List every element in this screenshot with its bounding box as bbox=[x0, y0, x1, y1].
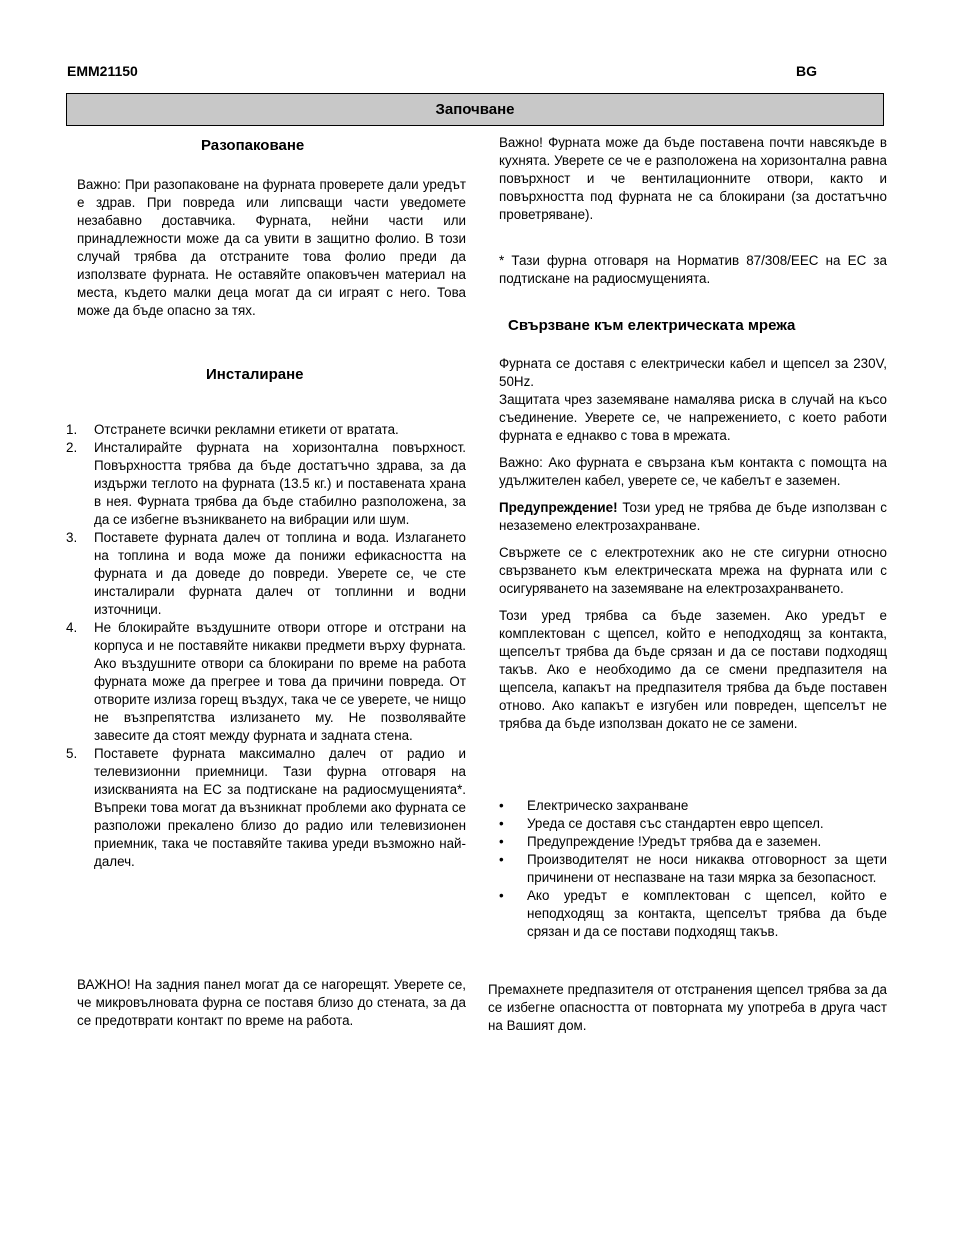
electric-paragraph: Защитата чрез заземяване намалява риска в случай на късо съединение. Уверете се, че напрежението, с което работи фурната е еднакво с това в мрежата. bbox=[499, 392, 887, 443]
list-item-text: Инсталирайте фурната на хоризонтална повърхност. Повърхността трябва да бъде достатъчно здрава, за да издържи теглото на фурната (13.5 кг.) и поставената храна в нея. Фурната трябва да бъде стабилно разположена, за да се избегне възникването на вибрации или шум. bbox=[94, 440, 466, 527]
language-code: BG bbox=[796, 63, 817, 79]
unpacking-text: Важно: При разопаковане на фурната проверете дали уредът е здрав. При повреда или липсващи части уведомете незабавно доставчика. Фурната, нейни части или принадлежности може да са увити в защитно фолио. В този случай трябва да отстраните това фолио преди да използвате фурната. Не оставяйте опаковъчен материал на места, където малки деца могат да си играят с него. Това може да бъде опасно за тях. bbox=[77, 177, 466, 318]
placement-paragraph bbox=[499, 134, 887, 224]
list-item bbox=[499, 833, 887, 851]
list-item-text: Ако уредът е комплектован с щепсел, който е неподходящ за контакта, щепселът трябва да бъде срязан и да се постави подходящ такъв. bbox=[527, 888, 887, 939]
unpacking-paragraph bbox=[77, 176, 466, 320]
list-number: 5. bbox=[66, 746, 78, 761]
list-item bbox=[499, 851, 887, 887]
electric-paragraph: Този уред трябва са бъде заземен. Ако уредът е комплектован с щепсел, който е неподходящ за контакта, щепселът трябва да бъде срязан и да се постави подходящ такъв. Ако е необходимо да се смени предпазителя на щепсела, капакът на предпазителя трябва да бъде поставен отново. Ако капакът е изгубен или повреден, щепселът не трябва да бъде използван докато не се замени. bbox=[499, 608, 887, 731]
bullet-icon: • bbox=[499, 798, 504, 813]
bullet-icon: • bbox=[499, 888, 504, 903]
list-item bbox=[66, 529, 466, 619]
bullet-icon: • bbox=[499, 816, 504, 831]
final-paragraph bbox=[488, 981, 887, 1035]
list-item-text: Производителят не носи никаква отговорност за щети причинени от неспазване на тази мярка за безопасност. bbox=[527, 852, 887, 885]
electric-paragraph: Важно: Ако фурната е свързана към контакта с помощта на удължителен кабел, уверете се, че кабелът е заземен. bbox=[499, 455, 887, 488]
list-item bbox=[499, 797, 887, 815]
installation-list bbox=[66, 421, 466, 871]
list-item-text: Поставете фурната далеч от топлина и вода. Излагането на топлина и вода може да понижи ефикасността на фурната и да доведе до повреди. Уверете се, че сте инсталирали фурната далеч от топлинни и водни източници. bbox=[94, 530, 466, 617]
list-item-text: Предупреждение !Уредът трябва да е заземен. bbox=[527, 834, 822, 849]
warning-text: Този уред не трябва де бъде използван с незаземено електрозахранване. bbox=[499, 500, 887, 533]
warning-label: Предупреждение! bbox=[499, 500, 618, 515]
bullet-list bbox=[499, 797, 887, 941]
important-note bbox=[77, 976, 466, 1030]
model-number: EMM21150 bbox=[67, 63, 138, 79]
list-item bbox=[499, 887, 887, 941]
list-item-text: Отстранете всички рекламни етикети от вратата. bbox=[94, 422, 399, 437]
list-item-text: Поставете фурната максимално далеч от радио и телевизионни приемници. Тази фурна отговаря на изискванията на ЕС за подтискане на радиосмущенията*. Въпреки това могат да възникнат проблеми ако фурната се разположи прекалено близо до радио или телевизионен приемник, така че поставяйте такива уреди възможно най-далеч. bbox=[94, 746, 466, 869]
electric-paragraph: Свържете се с електротехник ако не сте сигурни относно свързването към електрическата мрежа на фурната или с осигуряването на заземяване на електрозахранването. bbox=[499, 545, 887, 596]
list-number: 3. bbox=[66, 530, 78, 545]
list-number: 1. bbox=[66, 422, 78, 437]
installation-heading: Инсталиране bbox=[206, 366, 304, 383]
warning-paragraph bbox=[499, 499, 887, 535]
important-note-text: ВАЖНО! На задния панел могат да се нагорещят. Уверете се, че микровълновата фурна се поставя близо до стената, за да се предотврати контакт по време на работа. bbox=[77, 977, 466, 1028]
list-number: 2. bbox=[66, 440, 78, 455]
list-item bbox=[66, 421, 466, 439]
list-item bbox=[499, 815, 887, 833]
list-item bbox=[66, 619, 466, 745]
electric-section bbox=[499, 355, 887, 733]
placement-text: Важно! Фурната може да бъде поставена почти навсякъде в кухнята. Уверете се че е разположена на хоризонтална равна повърхност и че вентилационните отвори, както и повърхността под фурната не са блокирани (за достатъчно проветряване). bbox=[499, 135, 887, 222]
list-item bbox=[66, 745, 466, 871]
electric-heading: Свързване към електрическата мрежа bbox=[508, 317, 796, 334]
list-item-text: Не блокирайте въздушните отвори отгоре и отстрани на корпуса и не поставяйте никакви предмети върху фурната. Ако въздушните отвори са блокирани по време на работа фурната може да прегрее и това да причини повреда. От отворите излиза горещ въздух, така че се уверете, че нищо не възпрепятства излизането му. Не позволявайте завесите да стоят между фурната и задната стена. bbox=[94, 620, 466, 743]
footnote-text: * Тази фурна отговаря на Норматив 87/308/EEC на ЕС за подтискане на радиосмущенията. bbox=[499, 253, 887, 286]
bullet-icon: • bbox=[499, 834, 504, 849]
footnote bbox=[499, 252, 887, 288]
final-text: Премахнете предпазителя от отстранения щепсел трябва за да се избегне опасността от повторната му употреба в друга част на Вашият дом. bbox=[488, 982, 887, 1033]
list-item bbox=[66, 439, 466, 529]
unpacking-heading: Разопаковане bbox=[201, 137, 305, 154]
list-item-text: Електрическо захранване bbox=[527, 798, 689, 813]
bullet-icon: • bbox=[499, 852, 504, 867]
list-number: 4. bbox=[66, 620, 78, 635]
electric-paragraph: Фурната се доставя с електрически кабел и щепсел за 230V, 50Hz. bbox=[499, 356, 887, 389]
section-banner: Започване bbox=[66, 93, 884, 126]
list-item-text: Уреда се доставя със стандартен евро щепсел. bbox=[527, 816, 824, 831]
